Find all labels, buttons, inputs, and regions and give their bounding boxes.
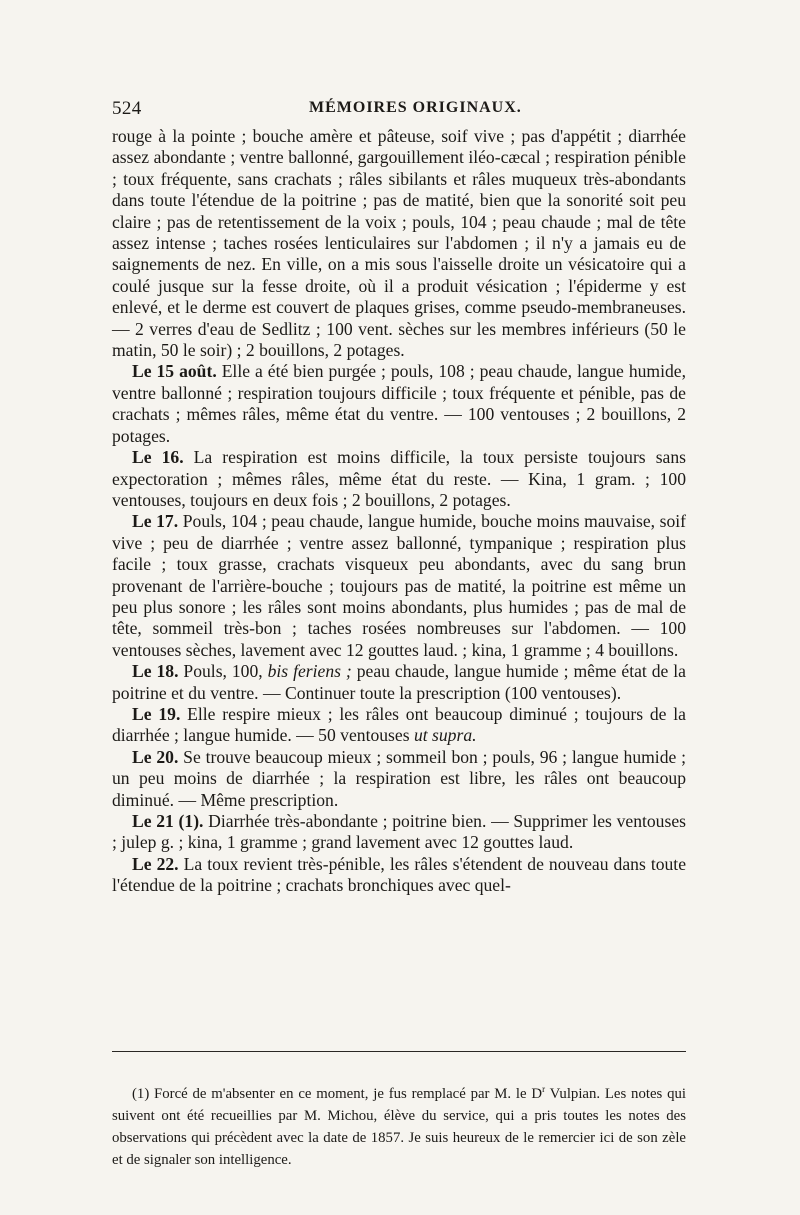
running-title: MÉMOIRES ORIGINAUX. bbox=[309, 99, 522, 116]
entry-date: Le 21 (1). bbox=[132, 811, 204, 831]
footnote-text-cont: Vulpian. Les notes qui suivent ont été recueillies par M. Michou, élève du service, qui a pris toutes les notes des observations qui précèdent avec la date de 1857. Je suis heureux de le remercier ici de son zèle et de signaler son intelligence. bbox=[112, 1086, 686, 1168]
paragraph-17 bbox=[112, 511, 686, 661]
page-number: 524 bbox=[112, 98, 142, 119]
entry-date: Le 17. bbox=[132, 511, 179, 532]
entry-date: Le 18. bbox=[132, 661, 179, 682]
footnote-divider bbox=[112, 1051, 686, 1052]
paragraph-22 bbox=[112, 854, 686, 897]
paragraph-text: La respiration est moins difficile, la toux persiste toujours sans expectoration ; mêmes râles, même état du reste. — Kina, 1 gram. ; 100 ventouses, toujours en deux fois ; 2 bouillons, 2 potages. bbox=[112, 447, 687, 510]
paragraph-text: Pouls, 100, bbox=[178, 661, 268, 682]
paragraph-continuation bbox=[112, 126, 686, 361]
paragraph-18 bbox=[112, 661, 686, 704]
paragraph-text: La toux revient très-pénible, les râles s'étendent de nouveau dans toute l'étendue de la poitrine ; crachats bronchiques avec quel- bbox=[112, 853, 687, 896]
body-text bbox=[112, 126, 686, 897]
paragraph-20 bbox=[112, 747, 686, 811]
paragraph-text-cont: peau chaude, langue humide ; même état de la poitrine et du ventre. — Continuer toute la prescription (100 ventouses). bbox=[112, 661, 686, 703]
entry-date: Le 19. bbox=[132, 703, 181, 724]
footnote-superscript: r bbox=[542, 1084, 546, 1095]
latin-phrase: ut supra. bbox=[413, 725, 477, 746]
paragraph-15-aout bbox=[112, 361, 686, 447]
paragraph-text: Elle a été bien purgée ; pouls, 108 ; peau chaude, langue humide, ventre ballonné ; respiration toujours difficile ; toux fréquente et pénible, pas de crachats ; mêmes râles, même état du ventre. — 100 ventouses ; 2 bouillons, 2 potages. bbox=[112, 361, 686, 446]
page-header bbox=[112, 96, 686, 126]
paragraph-19 bbox=[112, 704, 686, 747]
footnote-text: (1) Forcé de m'absenter en ce moment, je fus remplacé par M. le D bbox=[132, 1086, 543, 1102]
paragraph-text: Elle respire mieux ; les râles ont beaucoup diminué ; toujours de la diarrhée ; langue humide. — 50 ventouses bbox=[112, 703, 686, 746]
footnote bbox=[112, 1083, 686, 1171]
entry-date: Le 16. bbox=[132, 447, 184, 468]
paragraph-text: rouge à la pointe ; bouche amère et pâteuse, soif vive ; pas d'appétit ; diarrhée assez abondante ; ventre ballonné, gargouillement iléo-cæcal ; respiration pénible ; toux fréquente, sans crachats ; râles sibilants et râles muqueux très-abondants dans toute l'étendue de la poitrine ; pas de matité, bien que la sonorité soit peu claire ; pas de retentissement de la voix ; pouls, 104 ; peau chaude ; mal de tête assez intense ; taches rosées lenticulaires sur l'abdomen ; il n'y a jamais eu de saignements de nez. En ville, on a mis sous l'aisselle droite un vésicatoire qui a coulé jusque sur la fesse droite, où il a produit vésication ; l'épiderme y est enlevé, et le derme est couvert de plaques grises, comme pseudo-membraneuses. — 2 verres d'eau de Sedlitz ; 100 vent. sèches sur les membres inférieurs (50 le matin, 50 le soir) ; 2 bouillons, 2 potages. bbox=[112, 126, 686, 361]
paragraph-text: Se trouve beaucoup mieux ; sommeil bon ; pouls, 96 ; langue humide ; un peu moins de diarrhée ; la respiration est libre, les râles ont beaucoup diminué. — Même prescription. bbox=[112, 746, 686, 810]
paragraph-text: Diarrhée très-abondante ; poitrine bien. — Supprimer les ventouses ; julep g. ; kina, 1 gramme ; grand lavement avec 12 gouttes laud. bbox=[112, 811, 686, 853]
latin-phrase: bis feriens ; bbox=[267, 661, 352, 682]
entry-date: Le 15 août. bbox=[132, 361, 217, 382]
page bbox=[112, 96, 687, 1168]
entry-date: Le 22. bbox=[132, 853, 179, 874]
paragraph-16 bbox=[112, 447, 686, 511]
paragraph-21 bbox=[112, 811, 686, 854]
paragraph-text: Pouls, 104 ; peau chaude, langue humide, bouche moins mauvaise, soif vive ; peu de diarrhée ; ventre assez ballonné, tympanique ; respiration plus facile ; toux grasse, crachats visqueux peu abondants, avec du sang brun provenant de l'arrière-bouche ; toujours pas de matité, la poitrine est même un peu plus sonore ; les râles sont moins abondants, plus humides ; pas de mal de tête, sommeil très-bon ; taches rosées nombreuses sur l'abdomen. — 100 ventouses sèches, lavement avec 12 gouttes laud. ; kina, 1 gramme ; 4 bouillons. bbox=[112, 511, 687, 660]
entry-date: Le 20. bbox=[132, 746, 179, 767]
